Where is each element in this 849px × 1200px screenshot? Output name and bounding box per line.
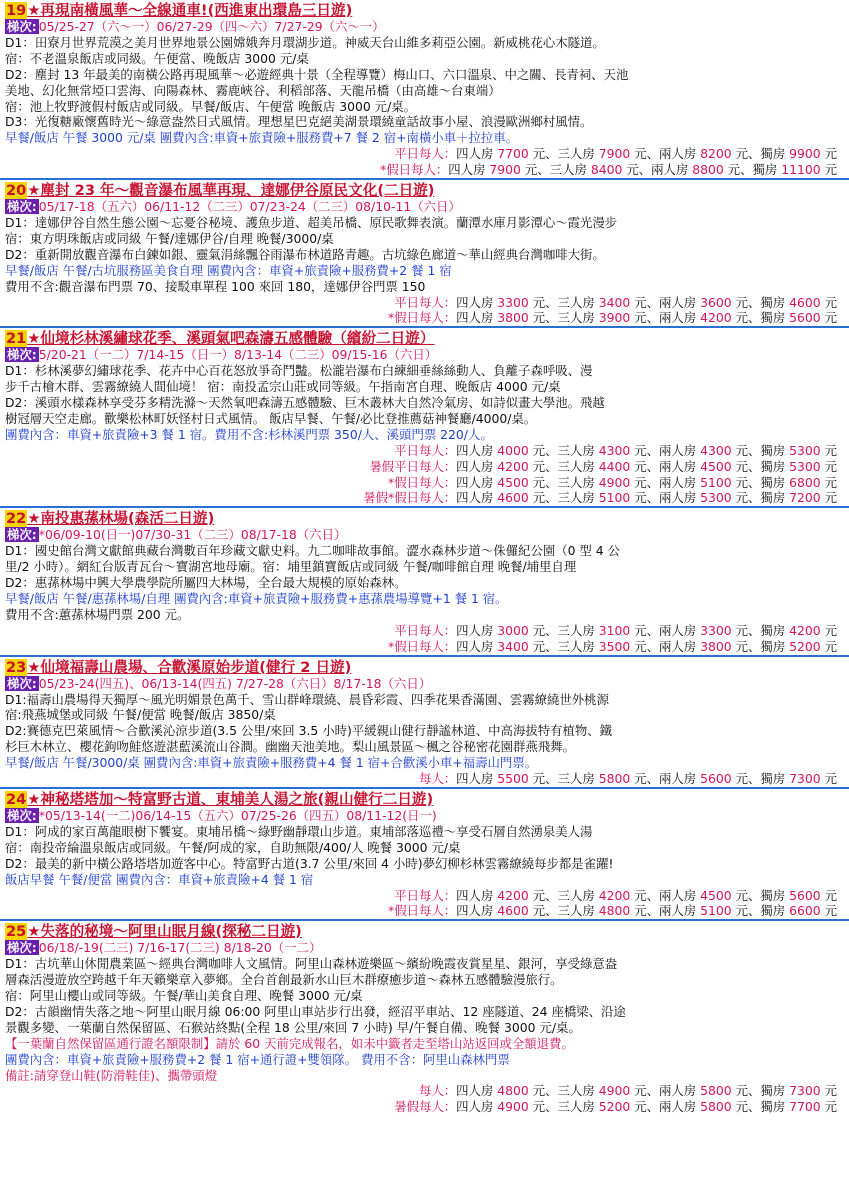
price-label: *假日每人： <box>388 474 457 490</box>
price-label: 平日每人： <box>394 146 457 162</box>
price-value: 3100 <box>598 622 631 638</box>
room-type-label: 獨房 <box>760 1083 786 1099</box>
tour-number: 24 <box>6 790 27 808</box>
price-unit: 元 <box>824 146 837 162</box>
itinerary-line: 景觀多變、一葉蘭自然保留區、石猴站終點(全程 18 公里/來回 7 小時) 早/午餐自備、晚餐 3000 元/桌。 <box>5 1019 581 1035</box>
room-type-label: 兩人房 <box>658 490 697 506</box>
dates-value: *06/09-10(日一)07/30-31（二三）08/17-18（六日） <box>38 527 347 543</box>
tour-name: ★神秘塔塔加～特富野古道、東埔美人湯之旅(親山健行二日遊) <box>27 790 434 808</box>
price-unit: 元 <box>532 622 546 638</box>
price-label: 每人： <box>418 1083 457 1099</box>
price-unit: 元 <box>532 1083 546 1099</box>
price-row: *假日每人：四人房 3800 元、三人房 3900 元、兩人房 4200 元、獨房 5600 元 <box>388 310 837 326</box>
dates-value: 05/23-24(四五)、06/13-14(四五) 7/27-28（六日）8/17-18（六日） <box>38 675 432 691</box>
price-value: 4300 <box>598 442 631 458</box>
price-row: 每人：四人房 5500 元、三人房 5800 元、兩人房 5600 元、獨房 7300 元 <box>418 771 837 787</box>
price-value: 7200 <box>789 490 821 506</box>
price-unit: 元 <box>735 638 748 654</box>
price-label: 平日每人： <box>394 887 457 903</box>
itinerary-line: 早餐/飯店 午餐 3000 元/桌 團費內含:車資+旅責險+服務費+7 餐 2 宿+南橫小車＋拉拉車。 <box>5 130 519 146</box>
dates-tag: 梯次: <box>7 675 37 691</box>
price-unit: 元 <box>735 903 748 919</box>
room-type-label: 三人房 <box>557 887 595 903</box>
price-value: 6600 <box>789 903 821 919</box>
itinerary-line: 杉巨木林立、櫻花鉤吻鮭悠遊湛藍溪流山谷澗。幽幽天池美地。梨山風景區～楓之谷秘密花園群燕飛舞。 <box>5 739 575 755</box>
price-value: 5800 <box>700 1083 732 1099</box>
itinerary-line: D1：古坑華山休閒農業區～經典台灣咖啡人文風情。阿里山森林遊樂區～繽紛晚霞夜賞星星、銀河，享受綠意盎 <box>5 956 618 972</box>
itinerary-line: D2：溪頭水樣森林享受芬多精洗滌～天然氧吧森濤五感體驗、巨木叢林大自然冷氣房、如詩似畫大學池。飛越 <box>5 395 605 411</box>
tour-title <box>5 791 845 808</box>
room-type-label: 獨房 <box>760 310 786 326</box>
room-type-label: 三人房 <box>557 294 595 310</box>
price-unit: 元 <box>634 474 647 490</box>
price-row: 平日每人：四人房 3300 元、三人房 3400 元、兩人房 3600 元、獨房 4600 元 <box>394 294 837 310</box>
itinerary-line: 宿：南投帝綸溫泉飯店或同級。午餐/阿成的家，自助無限/400/人 晚餐 3000 元/桌 <box>5 839 461 855</box>
room-type-label: 獨房 <box>760 442 786 458</box>
price-unit: 元 <box>532 490 546 506</box>
tour-name: ★南投惠蓀林場(森活二日遊) <box>27 510 215 528</box>
itinerary-line: 宿：池上牧野渡假村飯店或同級。早餐/飯店、午便當 晚飯店 3000 元/桌。 <box>5 98 417 114</box>
room-type-label: 四人房 <box>456 1099 494 1115</box>
price-unit: 元 <box>634 771 647 787</box>
price-value: 5800 <box>598 771 631 787</box>
room-type-label: 四人房 <box>456 474 494 490</box>
tour-number: 19 <box>6 2 27 19</box>
itinerary-line: 步千古檜木群、雲霧繚繞人間仙境！ 宿：南投孟宗山莊或同等級。午指南宮自理、晚飯店 4000 元/桌 <box>5 379 561 395</box>
price-label: 每人： <box>418 771 457 787</box>
price-value: 4200 <box>497 887 529 903</box>
dates-value: 06/18/-19(二三) 7/16-17(二三) 8/18-20（一二） <box>38 940 322 956</box>
tour-section <box>0 657 849 789</box>
room-type-label: 兩人房 <box>651 162 689 178</box>
price-value: 5200 <box>789 638 821 654</box>
tour-name: ★塵封 23 年～觀音瀑布風華再現、達娜伊谷原民文化(二日遊) <box>27 182 435 200</box>
room-type-label: 兩人房 <box>658 638 697 654</box>
price-unit: 元 <box>735 771 748 787</box>
price-unit: 元 <box>824 1083 837 1099</box>
tour-title <box>5 2 845 19</box>
tour-number: 20 <box>6 182 27 200</box>
room-type-label: 兩人房 <box>658 887 697 903</box>
room-type-label: 三人房 <box>549 162 587 178</box>
price-unit: 元 <box>634 146 647 162</box>
itinerary-line: D2：惠蓀林場中興大學農學院所屬四大林場，全台最大規模的原始森林。 <box>5 575 407 591</box>
price-unit: 元 <box>735 1083 748 1099</box>
price-row: 暑假每人：四人房 4900 元、三人房 5200 元、兩人房 5800 元、獨房 7700 元 <box>394 1099 837 1115</box>
price-value: 3500 <box>598 638 631 654</box>
dates-value: *05/13-14(一二)06/14-15（五六）07/25-26（四五）08/11-12(日一) <box>38 807 437 823</box>
room-type-label: 兩人房 <box>658 310 697 326</box>
price-value: 3000 <box>497 622 529 638</box>
room-type-label: 四人房 <box>456 622 494 638</box>
price-unit: 元 <box>532 310 546 326</box>
room-type-label: 四人房 <box>456 638 494 654</box>
dates-value: 05/25-27（六～一）06/27-29（四～六）7/27-29（六～一） <box>38 19 385 34</box>
price-row: 暑假平日每人：四人房 4200 元、三人房 4400 元、兩人房 4500 元、獨房 5300 元 <box>369 458 837 474</box>
price-unit: 元 <box>634 310 647 326</box>
tour-dates <box>5 199 845 215</box>
room-type-label: 兩人房 <box>658 442 697 458</box>
room-type-label: 兩人房 <box>658 1099 697 1115</box>
price-unit: 元 <box>824 771 837 787</box>
room-type-label: 獨房 <box>760 638 786 654</box>
price-unit: 元 <box>824 1099 837 1115</box>
room-type-label: 三人房 <box>557 903 595 919</box>
itinerary-line: 宿:飛燕城堡或同級 午餐/便當 晚餐/飯店 3850/桌 <box>5 707 276 723</box>
itinerary-line: D2：最美的新中橫公路塔塔加遊客中心。特富野古道(3.7 公里/來回 4 小時)夢幻柳杉林雲霧繚繞每步都是雀躍! <box>5 855 614 871</box>
price-value: 5100 <box>598 490 631 506</box>
price-unit: 元 <box>824 162 837 178</box>
price-unit: 元 <box>824 490 837 506</box>
price-unit: 元 <box>634 490 647 506</box>
itinerary-line: D1：阿成的家百萬龍眼樹下饗宴。東埔吊橋～綠野幽靜環山步道。東埔部落巡禮～享受石層自然湧泉美人湯 <box>5 823 593 839</box>
price-value: 4600 <box>497 490 529 506</box>
price-unit: 元 <box>735 442 748 458</box>
room-type-label: 三人房 <box>557 310 595 326</box>
price-value: 4200 <box>789 622 821 638</box>
room-type-label: 兩人房 <box>658 458 697 474</box>
room-type-label: 兩人房 <box>658 903 697 919</box>
room-type-label: 四人房 <box>456 442 494 458</box>
price-unit: 元 <box>532 146 546 162</box>
dates-tag: 梯次: <box>7 940 37 956</box>
tour-dates <box>5 19 845 35</box>
price-unit: 元 <box>532 903 546 919</box>
itinerary-line: D1：達娜伊谷自然生態公園～忘憂谷秘境、護魚步道、超美吊橋、原民歌舞表演。蘭潭水庫月影潭心～霞光漫步 <box>5 214 618 230</box>
price-value: 3900 <box>598 310 631 326</box>
room-type-label: 三人房 <box>557 622 595 638</box>
price-unit: 元 <box>532 458 546 474</box>
price-value: 3800 <box>497 310 529 326</box>
room-type-label: 四人房 <box>456 458 494 474</box>
tour-dates <box>5 808 845 824</box>
price-value: 4600 <box>497 903 529 919</box>
itinerary-line: D1：杉林溪夢幻繡球花季、花卉中心百花怒放爭奇鬥豔。松瀧岩瀑布白練細垂絲絲動人、負離子森呼吸、漫 <box>5 363 593 379</box>
price-label: *假日每人： <box>380 162 449 178</box>
price-unit: 元 <box>532 638 546 654</box>
itinerary-line: 備註:請穿登山鞋(防滑鞋佳)、攜帶頭燈 <box>5 1067 218 1083</box>
itinerary-line: D2：古韻幽情失落之地～阿里山眠月線 06:00 阿里山車站步行出發，經沼平車站、12 座隧道、24 座橋梁、沿途 <box>5 1003 626 1019</box>
room-type-label: 三人房 <box>557 458 595 474</box>
price-unit: 元 <box>532 771 546 787</box>
price-value: 7700 <box>789 1099 821 1115</box>
room-type-label: 獨房 <box>760 887 786 903</box>
price-value: 3300 <box>497 294 529 310</box>
room-type-label: 四人房 <box>456 1083 494 1099</box>
price-value: 4500 <box>700 887 732 903</box>
price-value: 11100 <box>781 162 821 178</box>
dates-tag: 梯次: <box>7 199 37 215</box>
room-type-label: 獨房 <box>760 294 786 310</box>
room-type-label: 四人房 <box>448 162 486 178</box>
price-unit: 元 <box>634 1083 647 1099</box>
price-unit: 元 <box>532 1099 546 1115</box>
tour-dates <box>5 676 845 692</box>
tour-number: 23 <box>6 658 27 676</box>
price-unit: 元 <box>824 887 837 903</box>
tour-name: ★仙境杉林溪繡球花季、溪頭氣吧森濤五感體驗（繽紛二日遊） <box>27 330 435 348</box>
price-row: *假日每人：四人房 7900 元、三人房 8400 元、兩人房 8800 元、獨房 11100 元 <box>380 162 837 178</box>
price-unit: 元 <box>824 638 837 654</box>
price-row: *假日每人：四人房 3400 元、三人房 3500 元、兩人房 3800 元、獨房 5200 元 <box>388 638 837 654</box>
price-value: 4200 <box>598 887 631 903</box>
room-type-label: 四人房 <box>456 903 494 919</box>
price-row: *假日每人：四人房 4500 元、三人房 4900 元、兩人房 5100 元、獨房 6800 元 <box>388 474 837 490</box>
tour-section <box>0 328 849 508</box>
price-unit: 元 <box>634 638 647 654</box>
dates-tag: 梯次: <box>7 527 37 543</box>
price-value: 5500 <box>497 771 529 787</box>
price-value: 5100 <box>700 903 732 919</box>
room-type-label: 三人房 <box>557 146 595 162</box>
price-value: 3400 <box>497 638 529 654</box>
price-unit: 元 <box>532 474 546 490</box>
price-value: 7900 <box>489 162 521 178</box>
room-type-label: 兩人房 <box>658 1083 697 1099</box>
room-type-label: 三人房 <box>557 490 595 506</box>
price-label: 平日每人： <box>394 622 457 638</box>
room-type-label: 兩人房 <box>658 622 697 638</box>
tour-number: 22 <box>6 510 27 528</box>
tour-number: 21 <box>6 330 27 348</box>
price-unit: 元 <box>532 887 546 903</box>
price-value: 5100 <box>700 474 732 490</box>
price-unit: 元 <box>634 622 647 638</box>
itinerary-line: 早餐/飯店 午餐/古坑服務區美食自理 團費內含：車資+旅責險+服務費+2 餐 1 宿 <box>5 262 452 278</box>
price-label: *假日每人： <box>388 638 457 654</box>
tour-dates <box>5 347 845 363</box>
itinerary-line: D2:賽德克巴萊風情～合歡溪沁涼步道(3.5 公里/來回 3.5 小時)平緩親山健行靜謐林道、中高海拔特有植物、鐵 <box>5 723 613 739</box>
price-unit: 元 <box>824 474 837 490</box>
tour-title <box>5 330 845 347</box>
price-label: 暑假平日每人： <box>369 458 457 474</box>
room-type-label: 三人房 <box>557 771 595 787</box>
itinerary-line: 飯店早餐 午餐/便當 團費內含：車資+旅責險+4 餐 1 宿 <box>5 871 314 887</box>
price-unit: 元 <box>735 622 748 638</box>
price-label: 暑假*假日每人： <box>363 490 457 506</box>
price-row: *假日每人：四人房 4600 元、三人房 4800 元、兩人房 5100 元、獨房 6600 元 <box>388 903 837 919</box>
room-type-label: 四人房 <box>456 310 494 326</box>
price-row: 平日每人：四人房 7700 元、三人房 7900 元、兩人房 8200 元、獨房 9900 元 <box>394 146 837 162</box>
price-value: 5600 <box>789 887 821 903</box>
price-label: *假日每人： <box>388 310 457 326</box>
itinerary-line: D2：重新開放觀音瀑布白鍊如銀、靈氣涓絲飄谷雨瀑布林道路青趣。古坑綠色廊道～華山經典台灣咖啡大街。 <box>5 246 605 262</box>
tour-title <box>5 923 845 940</box>
price-value: 8800 <box>692 162 724 178</box>
price-unit: 元 <box>735 490 748 506</box>
price-value: 3400 <box>598 294 631 310</box>
price-unit: 元 <box>735 474 748 490</box>
price-label: 平日每人： <box>394 294 457 310</box>
price-unit: 元 <box>824 310 837 326</box>
room-type-label: 兩人房 <box>658 294 697 310</box>
price-unit: 元 <box>634 458 647 474</box>
price-unit: 元 <box>735 310 748 326</box>
price-value: 5800 <box>700 1099 732 1115</box>
price-unit: 元 <box>634 442 647 458</box>
itinerary-line: D1：田寮月世界荒漠之美月世界地景公園嫦娥奔月環湖步道。神威天台山維多莉亞公園。新威桃花心木隧道。 <box>5 34 605 50</box>
price-value: 9900 <box>789 146 821 162</box>
price-value: 5300 <box>789 458 821 474</box>
tour-title <box>5 182 845 199</box>
room-type-label: 三人房 <box>557 1083 595 1099</box>
price-unit: 元 <box>824 622 837 638</box>
tour-number: 25 <box>6 923 27 941</box>
price-unit: 元 <box>824 442 837 458</box>
itinerary-line: 里/2 小時）。網紅台版青瓦台～寶湖宮地母廟。宿：埔里鎮寶飯店或同級 午餐/咖啡館自理 晚餐/埔里自理 <box>5 559 577 575</box>
price-unit: 元 <box>634 294 647 310</box>
tour-section <box>0 0 849 180</box>
room-type-label: 四人房 <box>456 887 494 903</box>
dates-tag: 梯次: <box>7 807 37 823</box>
itinerary-line: 層森活漫遊放空跨越千年天籟樂章入夢鄉。全台首創最新水山巨木群療癒步道～森林五感體驗漫旅行。 <box>5 972 563 988</box>
room-type-label: 四人房 <box>456 146 494 162</box>
tour-name: ★失落的秘境～阿里山眠月線(探秘二日遊) <box>27 923 302 941</box>
room-type-label: 獨房 <box>760 1099 786 1115</box>
tour-dates <box>5 527 845 543</box>
room-type-label: 兩人房 <box>658 474 697 490</box>
itinerary-line: D3：光復糖廠懷舊時光～綠意盎然日式風情。理想星巴克絕美湖景環繞童話故事小屋、浪漫歐洲鄉村風情。 <box>5 114 593 130</box>
itinerary-line: 費用不含:觀音瀑布門票 70、接駁車單程 100 來回 180，達娜伊谷門票 150 <box>5 278 426 294</box>
room-type-label: 獨房 <box>760 771 786 787</box>
price-unit: 元 <box>735 146 748 162</box>
tour-section <box>0 789 849 921</box>
itinerary-line: D2：塵封 13 年最美的南橫公路再現風華～必遊經典十景（全程導覽）梅山口、六口溫泉、中之關、長青祠、天池 <box>5 66 629 82</box>
room-type-label: 獨房 <box>760 903 786 919</box>
itinerary-line: D1：國史館台灣文獻館典藏台灣數百年珍藏文獻史料。九二咖啡故事館。澀水森林步道～侏儸紀公園（0 型 4 公 <box>5 543 620 559</box>
price-value: 4900 <box>598 1083 631 1099</box>
itinerary-line: 團費內含：車資+旅責險+服務費+2 餐 1 宿+通行證+雙領隊。 費用不含：阿里山森林門票 <box>5 1051 510 1067</box>
price-unit: 元 <box>532 442 546 458</box>
price-value: 7900 <box>598 146 631 162</box>
price-row: 平日每人：四人房 3000 元、三人房 3100 元、兩人房 3300 元、獨房 4200 元 <box>394 622 837 638</box>
price-unit: 元 <box>626 162 639 178</box>
price-value: 5200 <box>598 1099 631 1115</box>
price-value: 4600 <box>789 294 821 310</box>
room-type-label: 兩人房 <box>658 146 697 162</box>
price-value: 4500 <box>497 474 529 490</box>
price-unit: 元 <box>824 294 837 310</box>
room-type-label: 三人房 <box>557 442 595 458</box>
price-value: 6800 <box>789 474 821 490</box>
price-value: 8400 <box>590 162 623 178</box>
price-value: 4900 <box>598 474 631 490</box>
price-value: 4800 <box>497 1083 529 1099</box>
price-row: 每人：四人房 4800 元、三人房 4900 元、兩人房 5800 元、獨房 7300 元 <box>418 1083 837 1099</box>
price-value: 7300 <box>789 1083 821 1099</box>
dates-tag: 梯次: <box>7 19 37 34</box>
price-value: 5600 <box>789 310 821 326</box>
itinerary-line: 團費內含：車資+旅責險+3 餐 1 宿。費用不含:杉林溪門票 350/人、溪頭門票 220/人。 <box>5 426 493 442</box>
price-value: 7700 <box>497 146 529 162</box>
price-value: 4500 <box>700 458 732 474</box>
price-value: 4200 <box>497 458 529 474</box>
room-type-label: 獨房 <box>760 474 786 490</box>
price-value: 4200 <box>700 310 732 326</box>
price-label: 平日每人： <box>394 442 457 458</box>
price-value: 3800 <box>700 638 732 654</box>
tour-name: ★仙境福壽山農場、合歡溪原始步道(健行 2 日遊) <box>27 658 352 676</box>
itinerary-line: 美地、幻化無常埡口雲海、向陽森林、霧鹿峽谷、利稻部落、天龍吊橋（由高雄～台東端） <box>5 82 501 98</box>
itinerary-line: 宿：阿里山櫻山或同等級。午餐/華山美食自理、晚餐 3000 元/桌 <box>5 988 363 1004</box>
price-value: 5600 <box>700 771 732 787</box>
tour-section <box>0 180 849 328</box>
tour-title <box>5 659 845 676</box>
price-value: 3600 <box>700 294 732 310</box>
itinerary-line: D1:福壽山農場得天獨厚～風光明媚景色萬千、雪山群峰環繞、晨昏彩霞、四季花果香滿園、雲霧繚繞世外桃源 <box>5 691 609 707</box>
room-type-label: 三人房 <box>557 638 595 654</box>
tour-name: ★再現南橫風華～全線通車!(西進東出環島三日遊) <box>27 2 353 19</box>
room-type-label: 獨房 <box>760 490 786 506</box>
dates-value: 5/20-21（一二）7/14-15（日一）8/13-14（二三）09/15-16（六日） <box>38 347 438 363</box>
room-type-label: 獨房 <box>760 146 786 162</box>
price-unit: 元 <box>824 903 837 919</box>
price-row: 平日每人：四人房 4200 元、三人房 4200 元、兩人房 4500 元、獨房 5600 元 <box>394 887 837 903</box>
room-type-label: 四人房 <box>456 490 494 506</box>
room-type-label: 四人房 <box>456 294 494 310</box>
itinerary-line: 宿：不老溫泉飯店或同級。午便當、晚飯店 3000 元/桌 <box>5 50 309 66</box>
price-value: 4800 <box>598 903 631 919</box>
room-type-label: 獨房 <box>760 622 786 638</box>
price-unit: 元 <box>735 1099 748 1115</box>
dates-tag: 梯次: <box>7 347 37 363</box>
room-type-label: 三人房 <box>557 474 595 490</box>
room-type-label: 兩人房 <box>658 771 697 787</box>
price-unit: 元 <box>532 294 546 310</box>
price-row: 暑假*假日每人：四人房 4600 元、三人房 5100 元、兩人房 5300 元、獨房 7200 元 <box>363 490 837 506</box>
tour-title <box>5 510 845 527</box>
price-value: 4900 <box>497 1099 529 1115</box>
price-unit: 元 <box>727 162 741 178</box>
price-value: 4400 <box>598 458 631 474</box>
price-value: 8200 <box>700 146 732 162</box>
price-unit: 元 <box>735 887 748 903</box>
room-type-label: 獨房 <box>760 458 786 474</box>
price-row: 平日每人：四人房 4000 元、三人房 4300 元、兩人房 4300 元、獨房 5300 元 <box>394 442 837 458</box>
room-type-label: 三人房 <box>557 1099 595 1115</box>
price-label: 暑假每人： <box>394 1099 457 1115</box>
tour-dates <box>5 940 845 956</box>
itinerary-line: 樹冠層天空走廊。歡樂松林町妖怪村日式風情。 飯店早餐、午餐/必比登推薦菇神餐廳/4000/桌。 <box>5 410 537 426</box>
itinerary-line: 【一葉蘭自然保留區通行證名額限制】請於 60 天前完成報名，如未中籤者走至塔山站返回或全額退費。 <box>5 1035 574 1051</box>
price-label: *假日每人： <box>388 903 457 919</box>
price-value: 3300 <box>700 622 732 638</box>
room-type-label: 四人房 <box>456 771 494 787</box>
tour-section <box>0 921 849 1115</box>
price-unit: 元 <box>735 294 748 310</box>
price-value: 7300 <box>789 771 821 787</box>
itinerary-line: 早餐/飯店 午餐/3000/桌 團費內含:車資+旅責險+服務費+4 餐 1 宿+合歡溪小車+福壽山門票。 <box>5 755 538 771</box>
price-unit: 元 <box>634 887 647 903</box>
price-value: 4300 <box>700 442 732 458</box>
price-unit: 元 <box>524 162 538 178</box>
itinerary-line: 宿：東方明珠飯店或同級 午餐/達娜伊谷/自理 晚餐/3000/桌 <box>5 230 334 246</box>
itinerary-line: 早餐/飯店 午餐/惠蓀林場/自理 團費內含:車資+旅責險+服務費+惠蓀農場導覽+1 餐 1 宿。 <box>5 591 508 606</box>
room-type-label: 獨房 <box>752 162 778 178</box>
price-value: 5300 <box>789 442 821 458</box>
itinerary-line: 費用不含:蕙蓀林場門票 200 元。 <box>5 606 190 622</box>
price-unit: 元 <box>735 458 748 474</box>
price-unit: 元 <box>634 903 647 919</box>
price-value: 5300 <box>700 490 732 506</box>
tour-section <box>0 508 849 656</box>
dates-value: 05/17-18（五六）06/11-12（二三）07/23-24（二三）08/10-11（六日） <box>38 199 461 215</box>
price-value: 4000 <box>497 442 529 458</box>
price-unit: 元 <box>634 1099 647 1115</box>
price-unit: 元 <box>824 458 837 474</box>
